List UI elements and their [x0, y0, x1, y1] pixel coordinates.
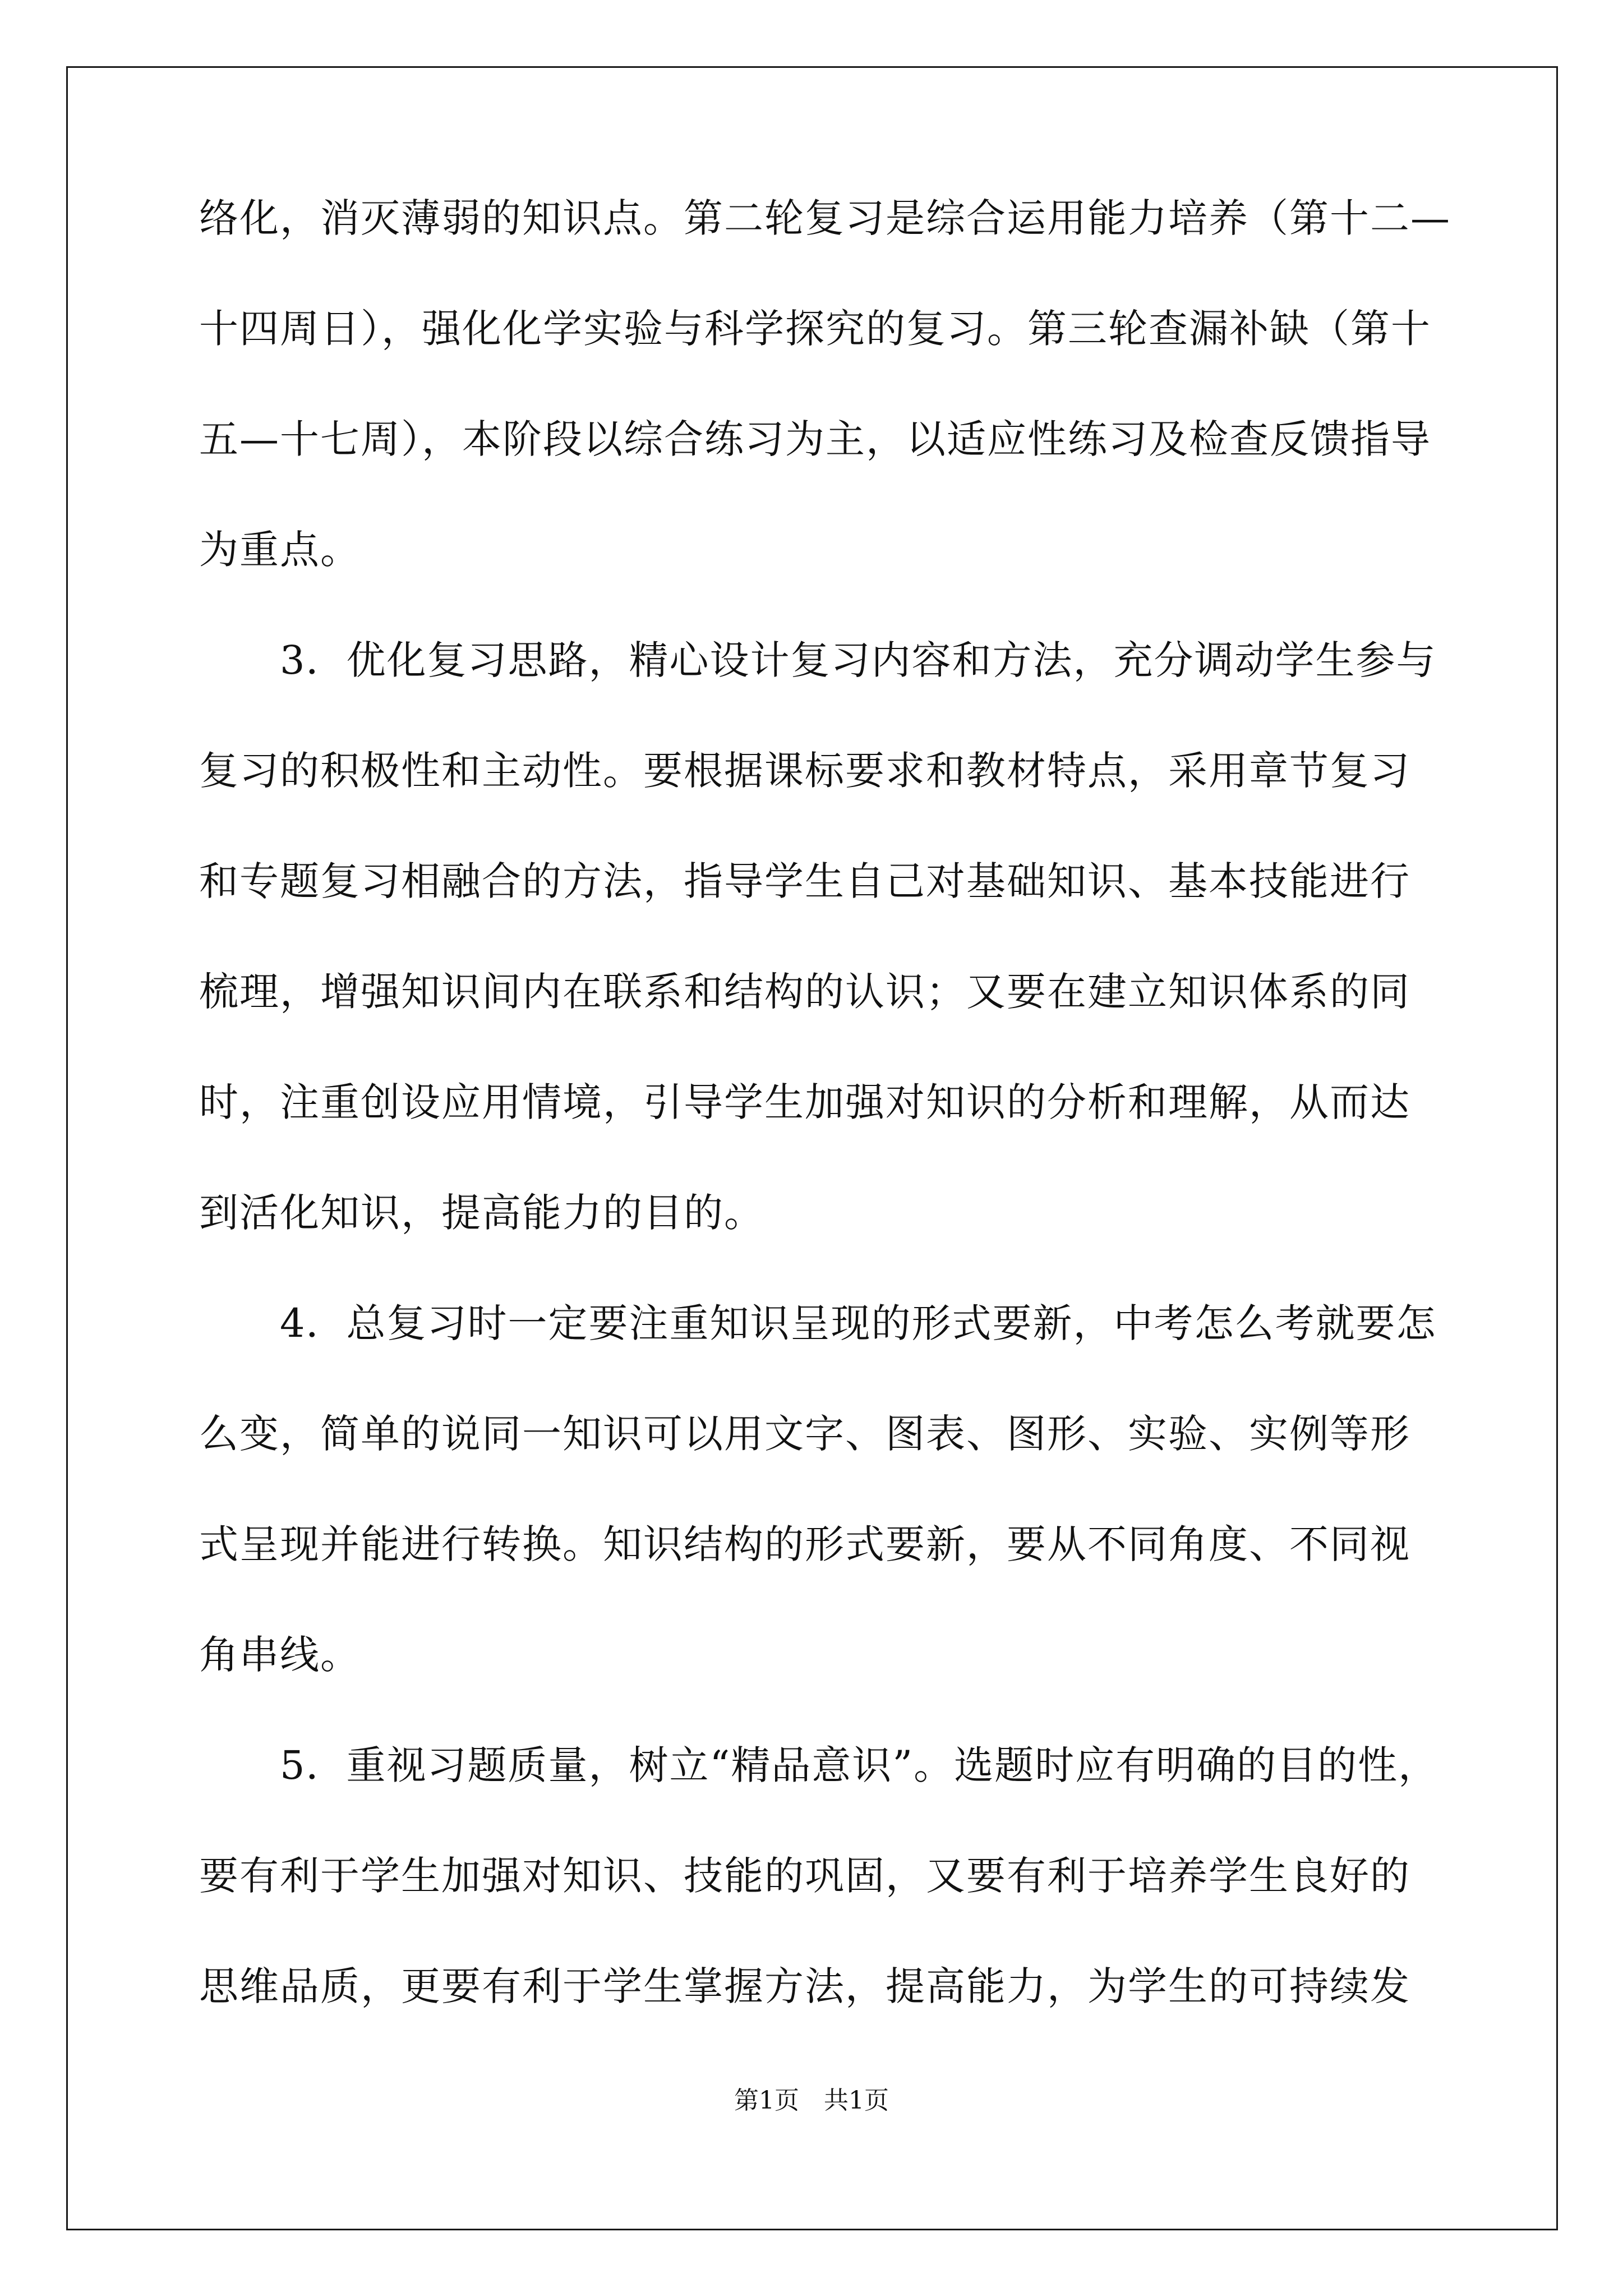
text-line: 和专题复习相融合的方法，指导学生自己对基础知识、基本技能进行	[199, 858, 1410, 904]
text-line: 式呈现并能进行转换。知识结构的形式要新，要从不同角度、不同视	[199, 1521, 1410, 1567]
page-footer: 第1页 共1页	[734, 2086, 889, 2115]
document-body	[199, 185, 1450, 2064]
text-line: 梳理，增强知识间内在联系和结构的认识；又要在建立知识体系的同	[199, 969, 1410, 1015]
text-line: 3．优化复习思路，精心设计复习内容和方法，充分调动学生参与	[199, 637, 1437, 683]
text-line: 5．重视习题质量，树立“精品意识”。选题时应有明确的目的性，	[199, 1742, 1439, 1788]
text-line: 4．总复习时一定要注重知识呈现的形式要新，中考怎么考就要怎	[199, 1300, 1437, 1346]
text-line: 么变，简单的说同一知识可以用文字、图表、图形、实验、实例等形	[199, 1411, 1410, 1457]
text-line: 十四周日），强化化学实验与科学探究的复习。第三轮查漏补缺（第十	[199, 306, 1431, 352]
text-line: 思维品质，更要有利于学生掌握方法，提高能力，为学生的可持续发	[199, 1963, 1410, 2009]
text-line: 时，注重创设应用情境，引导学生加强对知识的分析和理解，从而达	[199, 1079, 1410, 1125]
text-line: 复习的积极性和主动性。要根据课标要求和教材特点，采用章节复习	[199, 748, 1410, 794]
text-line: 角串线。	[199, 1632, 361, 1678]
text-line: 要有利于学生加强对知识、技能的巩固，又要有利于培养学生良好的	[199, 1853, 1410, 1899]
text-line: 五—十七周），本阶段以综合练习为主，以适应性练习及检查反馈指导	[199, 416, 1431, 462]
text-line: 为重点。	[199, 527, 361, 573]
text-line: 到活化知识，提高能力的目的。	[199, 1190, 764, 1236]
text-line: 络化，消灭薄弱的知识点。第二轮复习是综合运用能力培养（第十二—	[199, 195, 1451, 241]
